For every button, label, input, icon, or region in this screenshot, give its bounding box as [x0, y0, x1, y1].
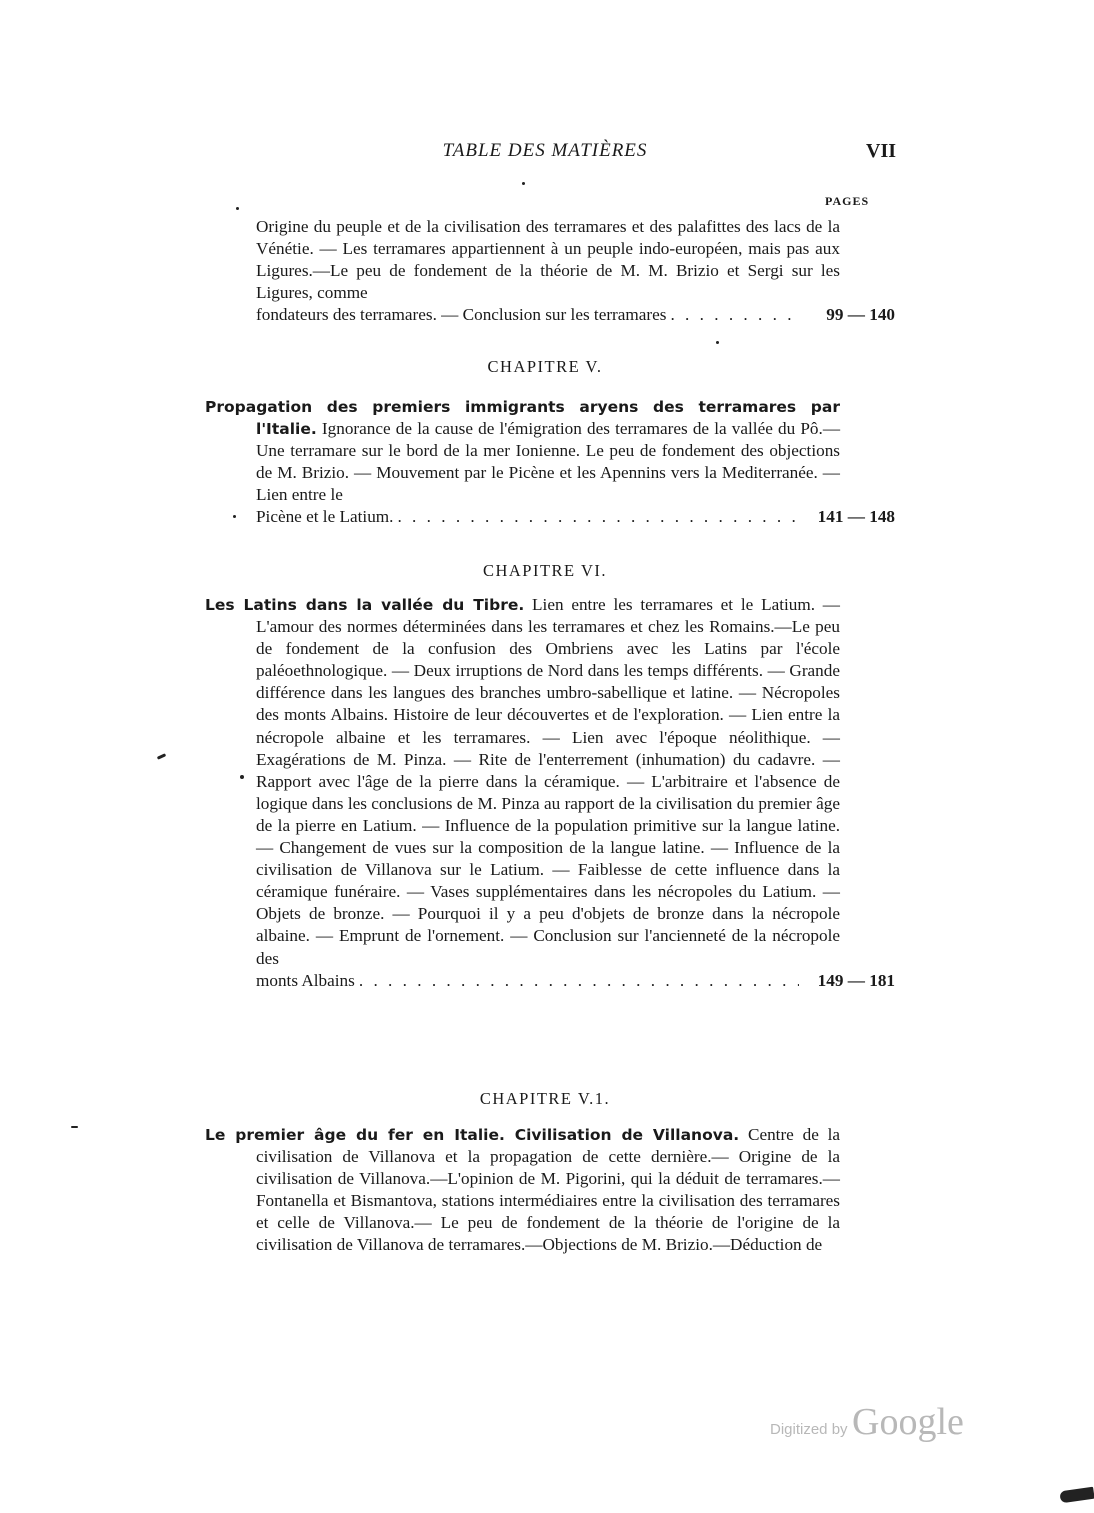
entry-last-line-text: fondateurs des terramares. — Conclusion sur les terramares [256, 305, 667, 325]
page-range: 141 — 148 [817, 507, 895, 527]
watermark-prefix: Digitized by [770, 1421, 848, 1438]
page-range: 99 — 140 [826, 305, 895, 325]
leader-dots [670, 304, 799, 326]
entry-lead: Propagation des premiers immigrants aryens des terramares par l'Italie. [205, 398, 840, 439]
entry-last-line-text: Picène et le Latium. [256, 507, 394, 527]
chapter-heading: CHAPITRE VI. [482, 561, 608, 580]
leader-dots [359, 970, 799, 992]
leader-dots [397, 506, 799, 528]
scan-speck [522, 182, 525, 185]
entry-body: Lien entre les terramares et le Latium. — L'amour des normes déterminées dans les terramares et chez les Romains.—Le peu de fondement de la confusion des Ombriens avec les Latins par l'école paléoethnologique. — Deux irruptions de Nord dans les temps différents. — Grande différence dans les langues des branches umbro-sabellique et latine. — Nécropoles des monts Albains. Histoire de leur découvertes et de l'exploration. — Lien entre la nécropole albaine et les terramares. — Lien avec l'époque néolithique. — Exagérations de M. Pinza. — Rite de l'enterrement (inhumation) du cadavre. — Rapport avec l'âge de la pierre dans la céramique. — L'arbitraire et l'absence de logique dans les conclusions de M. Pinza au rapport de la civilisation du premier âge de la pierre en Latium. — Influence de la population primitive sur la langue latine. — Changement de vues sur la composition de la langue latine. — Influence de la civilisation de Villanova sur le Latium. — Faiblesse de cette influence dans la céramique funéraire. — Vases supplémentaires dans les nécropoles du Latium. — Objets de bronze. — Pourquoi il y a peu d'objets de bronze dans la nécropole albaine. — Emprunt de l'ornement. — Conclusion sur l'ancienneté de la nécropole des [256, 595, 840, 968]
page-number: VII [866, 140, 897, 162]
pages-column-label: PAGES [825, 194, 870, 208]
running-title: TABLE DES MATIÈRES [442, 140, 648, 161]
chapter-heading: CHAPITRE V. [487, 357, 603, 376]
entry-last-line [205, 970, 895, 992]
google-logo: Google [852, 1401, 964, 1443]
scan-speck [233, 515, 236, 518]
toc-entry [205, 216, 895, 326]
scan-speck [716, 341, 719, 344]
entry-last-line-text: monts Albains [256, 970, 355, 990]
page-range: 149 — 181 [817, 970, 895, 990]
entry-text: Origine du peuple et de la civilisation des terramares et des palafittes des lacs de la Vénétie. — Les terramares appartiennent à un peuple indo-européen, mais pas aux Ligures.—Le peu de fondement de la théorie de M. M. Brizio et Sergi sur les Ligures, comme [256, 217, 840, 303]
toc-entry [205, 396, 895, 529]
scan-speck [157, 753, 166, 760]
scan-edge-mark [1059, 1487, 1094, 1504]
entry-body: Ignorance de la cause de l'émigration des terramares de la vallée du Pô.—Une terramare sur le bord de la mer Ionienne. Le peu de fondement des objections de M. Brizio. — Mouvement par le Picène et les Apennins vers la Mediterranée. — Lien entre le [256, 419, 841, 505]
toc-entry [205, 594, 895, 992]
entry-text [205, 594, 840, 970]
digitized-by-google-watermark [770, 1400, 964, 1444]
entry-last-line [205, 304, 895, 326]
scan-speck [236, 207, 239, 210]
scan-speck [71, 1126, 78, 1128]
entry-lead: Les Latins dans la vallée du Tibre. [205, 596, 525, 614]
entry-body: Centre de la civilisation de Villanova et la propagation de cette dernière.— Origine de la civilisation de Villanova.—L'opinion de M. Pigorini, qui la déduit de terramares.—Fontanella et Bismantova, stations intermédiaires entre la civilisation des terramares et celle de Villanova.— Le peu de fondement de la théorie de l'origine de la civilisation de Villanova de terramares.—Objections de M. Brizio.—Déduction de [256, 1125, 841, 1255]
entry-text [205, 396, 840, 506]
chapter-heading: CHAPITRE V.1. [479, 1089, 611, 1108]
scan-speck [240, 775, 244, 779]
entry-last-line [205, 506, 895, 528]
toc-entry [205, 1124, 895, 1257]
entry-text [205, 1124, 840, 1257]
entry-lead: Le premier âge du fer en Italie. Civilisation de Villanova. [205, 1126, 740, 1144]
